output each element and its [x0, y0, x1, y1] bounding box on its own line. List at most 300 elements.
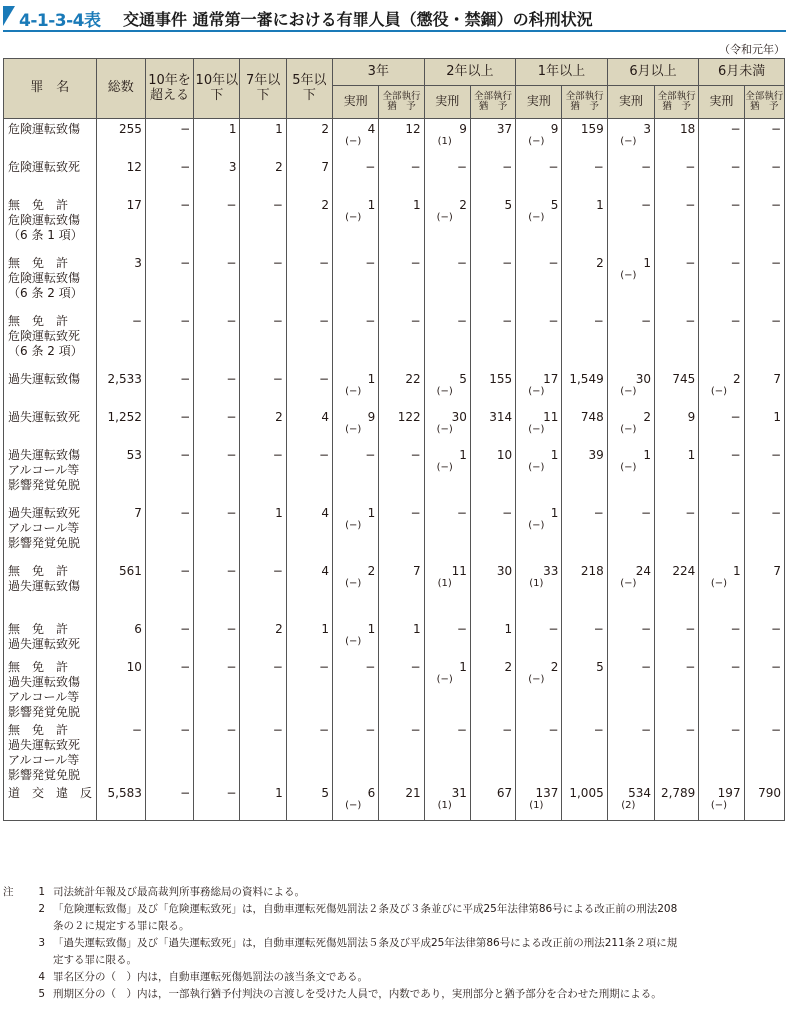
cell-value: 5	[459, 371, 467, 386]
table-cell	[333, 619, 379, 657]
header-suspended: 全部執行猶 予	[562, 86, 607, 119]
table-cell	[240, 407, 286, 445]
cell-partial-suspension: (−)	[345, 211, 362, 223]
table-cell	[194, 720, 240, 783]
table-cell	[379, 445, 424, 503]
cell-value: 1	[504, 621, 513, 636]
cell-value: 1	[275, 505, 283, 520]
header-le5: 5年以下	[286, 59, 332, 119]
cell-value: 1	[412, 621, 421, 636]
table-cell	[379, 157, 424, 195]
table-cell	[96, 311, 145, 369]
cell-value: 314	[489, 409, 513, 424]
cell-value: −	[730, 122, 741, 136]
table-body	[4, 119, 785, 821]
table-cell	[516, 119, 562, 157]
cell-value: 67	[496, 785, 513, 800]
table-header	[4, 59, 785, 119]
table-cell	[145, 445, 193, 503]
cell-value: −	[410, 722, 421, 737]
offense-name-line: 無 免 許	[8, 659, 69, 674]
table-cell	[145, 407, 193, 445]
cell-partial-suspension: (−)	[436, 461, 453, 473]
table-cell	[655, 311, 699, 369]
table-cell	[699, 157, 744, 195]
cell-value: 748	[580, 409, 604, 424]
cell-value: −	[226, 371, 237, 386]
table-row	[4, 195, 785, 253]
note-line	[3, 901, 785, 918]
header-le7: 7年以下	[240, 59, 286, 119]
table-cell	[470, 253, 515, 311]
table-cell	[424, 445, 470, 503]
table-title	[3, 4, 786, 32]
table-cell	[516, 657, 562, 720]
table-cell	[562, 311, 607, 369]
note-number	[19, 952, 53, 969]
cell-value: 2	[459, 197, 467, 212]
note-number: 1	[38, 886, 45, 898]
cell-partial-suspension: (−)	[620, 423, 637, 435]
table-cell	[379, 561, 424, 619]
cell-value: −	[226, 313, 237, 328]
cell-value: 1,005	[569, 785, 604, 800]
cell-value: 9	[459, 122, 467, 136]
cell-value: 21	[405, 785, 421, 800]
table-cell	[286, 311, 332, 369]
offense-name-line: 過失運転致死	[8, 409, 81, 424]
table-cell	[194, 157, 240, 195]
table-cell	[286, 783, 332, 821]
cell-value: −	[365, 447, 376, 462]
table-cell	[194, 783, 240, 821]
table-cell	[470, 407, 515, 445]
note-number: 5	[38, 988, 45, 1000]
table-cell	[194, 311, 240, 369]
table-cell	[562, 619, 607, 657]
cell-value: −	[226, 722, 237, 737]
table-cell	[655, 561, 699, 619]
cell-value: −	[180, 371, 191, 386]
table-cell	[194, 253, 240, 311]
cell-value: 12	[126, 159, 142, 174]
cell-value: 1	[550, 505, 559, 520]
note-head	[3, 918, 19, 935]
cell-value: 1	[550, 447, 559, 462]
cell-value: 197	[717, 785, 741, 800]
note-text: 条の２に規定する罪に限る。	[53, 920, 190, 932]
cell-value: 2	[321, 197, 330, 212]
table-cell	[470, 657, 515, 720]
note-head	[3, 952, 19, 969]
cell-value: 2	[367, 563, 376, 578]
sentencing-table	[3, 58, 785, 821]
table-cell	[194, 407, 240, 445]
table-cell	[744, 253, 784, 311]
offense-name-line: 無 免 許	[8, 722, 69, 737]
cell-value: 1	[773, 409, 781, 424]
cell-value: −	[502, 255, 513, 270]
cell-value: −	[226, 659, 237, 674]
note-head	[3, 969, 19, 986]
table-cell	[145, 561, 193, 619]
cell-value: −	[685, 159, 696, 174]
table-cell	[96, 720, 145, 783]
cell-value: −	[730, 505, 741, 520]
cell-value: −	[685, 621, 696, 636]
cell-value: 1	[596, 197, 604, 212]
table-cell	[424, 157, 470, 195]
cell-value: −	[770, 313, 781, 328]
cell-partial-suspension: (−)	[436, 211, 453, 223]
cell-partial-suspension: (−)	[528, 211, 545, 223]
cell-value: 9	[367, 409, 376, 424]
header-jikkei: 実刑	[424, 86, 470, 119]
cell-partial-suspension: (−)	[345, 519, 362, 531]
table-cell	[655, 407, 699, 445]
cell-value: −	[272, 447, 283, 462]
table-cell	[744, 369, 784, 407]
table-cell	[424, 407, 470, 445]
cell-value: −	[180, 255, 191, 270]
offense-name-line: 過失運転致死	[8, 737, 81, 752]
cell-value: 1	[687, 447, 696, 462]
table-number: 4-1-3-4表	[19, 11, 101, 31]
cell-value: 534	[628, 785, 652, 800]
note-line	[3, 952, 785, 969]
table-cell	[516, 157, 562, 195]
table-cell	[516, 561, 562, 619]
cell-value: −	[272, 255, 283, 270]
cell-value: −	[272, 659, 283, 674]
table-cell	[655, 119, 699, 157]
cell-value: −	[640, 722, 652, 737]
cell-value: −	[730, 621, 741, 636]
table-cell	[194, 369, 240, 407]
table-cell	[96, 783, 145, 821]
table-cell	[333, 253, 379, 311]
cell-value: 2	[321, 122, 330, 136]
table-cell	[194, 119, 240, 157]
cell-value: −	[456, 505, 467, 520]
table-cell	[333, 783, 379, 821]
cell-partial-suspension: (−)	[620, 461, 637, 473]
table-cell	[562, 369, 607, 407]
cell-value: −	[318, 447, 330, 462]
table-cell	[470, 195, 515, 253]
cell-value: 1	[275, 122, 283, 136]
cell-partial-suspension: (−)	[620, 385, 637, 397]
cell-value: −	[318, 313, 330, 328]
table-cell	[562, 253, 607, 311]
cell-value: 1	[275, 785, 283, 800]
cell-value: −	[730, 409, 741, 424]
cell-partial-suspension: (−)	[345, 577, 362, 589]
table-cell	[699, 369, 744, 407]
cell-value: −	[685, 255, 696, 270]
cell-value: 2	[550, 659, 559, 674]
table-cell	[744, 445, 784, 503]
offense-name	[4, 311, 97, 369]
cell-value: 5	[596, 659, 604, 674]
table-cell	[286, 503, 332, 561]
table-cell	[562, 407, 607, 445]
cell-value: 1	[367, 197, 376, 212]
header-group-3y: 3年	[333, 59, 425, 86]
cell-value: −	[548, 621, 559, 636]
cell-value: −	[131, 313, 142, 328]
table-cell	[744, 195, 784, 253]
table-cell	[333, 561, 379, 619]
cell-value: −	[272, 371, 283, 386]
header-jikkei: 実刑	[699, 86, 744, 119]
table-cell	[424, 253, 470, 311]
table-cell	[240, 619, 286, 657]
table-row	[4, 157, 785, 195]
table-cell	[744, 119, 784, 157]
table-row	[4, 783, 785, 821]
cell-value: −	[502, 722, 513, 737]
table-cell	[562, 157, 607, 195]
note-line	[3, 935, 785, 952]
cell-value: 122	[397, 409, 421, 424]
table-cell	[607, 369, 654, 407]
table-cell	[145, 157, 193, 195]
cell-value: 6	[367, 785, 376, 800]
cell-value: −	[730, 313, 741, 328]
note-number	[19, 918, 53, 935]
offense-name	[4, 369, 97, 407]
cell-value: −	[593, 313, 604, 328]
cell-value: −	[180, 447, 191, 462]
cell-value: 7	[773, 563, 781, 578]
table-cell	[607, 407, 654, 445]
cell-value: 1	[367, 505, 376, 520]
cell-value: 22	[405, 371, 421, 386]
offense-name-line: 無 免 許	[8, 621, 69, 636]
cell-value: −	[640, 505, 652, 520]
header-name: 罪 名	[4, 59, 97, 119]
cell-value: 39	[588, 447, 604, 462]
table-cell	[699, 195, 744, 253]
cell-value: 2	[596, 255, 604, 270]
table-cell	[424, 311, 470, 369]
cell-partial-suspension: (−)	[345, 799, 362, 811]
table-cell	[145, 503, 193, 561]
cell-value: 1	[459, 659, 467, 674]
note-text: 刑期区分の（ ）内は，一部執行猶予付判決の言渡しを受けた人員で，内数であり，実刑部分と猶予部分を合わせた刑期による。	[53, 988, 662, 1000]
table-cell	[379, 369, 424, 407]
cell-value: 5	[321, 785, 330, 800]
table-cell	[607, 720, 654, 783]
table-cell	[699, 407, 744, 445]
cell-value: 1	[228, 122, 237, 136]
note-line	[3, 884, 785, 901]
table-cell	[607, 561, 654, 619]
cell-value: −	[272, 197, 283, 212]
cell-value: −	[318, 371, 330, 386]
table-cell	[516, 369, 562, 407]
cell-value: −	[410, 505, 421, 520]
table-row	[4, 720, 785, 783]
table-cell	[333, 119, 379, 157]
offense-name-line: 過失運転致傷	[8, 371, 81, 386]
table-cell	[699, 445, 744, 503]
table-cell	[379, 119, 424, 157]
cell-partial-suspension: (2)	[621, 799, 636, 811]
cell-value: −	[180, 159, 191, 174]
table-cell	[240, 369, 286, 407]
cell-value: −	[770, 159, 781, 174]
table-cell	[96, 561, 145, 619]
table-cell	[240, 783, 286, 821]
table-cell	[286, 119, 332, 157]
offense-name	[4, 407, 97, 445]
cell-partial-suspension: (−)	[345, 635, 362, 647]
table-cell	[699, 657, 744, 720]
cell-value: −	[318, 659, 330, 674]
table-cell	[516, 445, 562, 503]
era-note: （令和元年）	[719, 43, 785, 56]
cell-value: 10	[126, 659, 142, 674]
header-le10: 10年以下	[194, 59, 240, 119]
table-cell	[194, 657, 240, 720]
table-cell	[699, 311, 744, 369]
header-group-1y: 1年以上	[516, 59, 608, 86]
cell-value: −	[410, 255, 421, 270]
offense-name-line: （6 条 2 項）	[8, 285, 83, 300]
table-cell	[333, 657, 379, 720]
note-line	[3, 918, 785, 935]
offense-name	[4, 619, 97, 657]
cell-value: −	[730, 447, 741, 462]
table-cell	[240, 720, 286, 783]
cell-value: 2	[504, 659, 513, 674]
cell-value: −	[685, 505, 696, 520]
table-cell	[470, 561, 515, 619]
notes	[3, 884, 785, 1003]
offense-name-line: アルコール等	[8, 752, 80, 767]
offense-name-line: 危険運転致死	[8, 328, 81, 343]
cell-value: 10	[496, 447, 513, 462]
table-cell	[562, 195, 607, 253]
table-cell	[240, 195, 286, 253]
table-cell	[194, 503, 240, 561]
offense-name-line: アルコール等	[8, 520, 80, 535]
table-cell	[145, 720, 193, 783]
offense-name	[4, 253, 97, 311]
table-cell	[424, 561, 470, 619]
table-cell	[516, 720, 562, 783]
table-cell	[379, 195, 424, 253]
offense-name	[4, 783, 97, 821]
table-cell	[194, 561, 240, 619]
cell-value: −	[180, 197, 191, 212]
table-cell	[286, 445, 332, 503]
table-cell	[145, 195, 193, 253]
note-text: 定する罪に限る。	[53, 954, 137, 966]
table-cell	[607, 445, 654, 503]
cell-value: 30	[496, 563, 513, 578]
table-cell	[286, 195, 332, 253]
table-cell	[744, 311, 784, 369]
table-cell	[744, 157, 784, 195]
table-row	[4, 407, 785, 445]
cell-value: 1	[367, 621, 376, 636]
cell-partial-suspension: (−)	[528, 423, 545, 435]
cell-value: −	[456, 255, 467, 270]
cell-value: −	[226, 505, 237, 520]
offense-name-line: 影響発覚免脱	[8, 535, 81, 550]
offense-name	[4, 503, 97, 561]
header-jikkei: 実刑	[333, 86, 379, 119]
table-cell	[699, 619, 744, 657]
table-cell	[607, 503, 654, 561]
cell-partial-suspension: (−)	[528, 673, 545, 685]
cell-value: −	[226, 197, 237, 212]
cell-value: −	[770, 505, 781, 520]
cell-value: 2	[275, 621, 283, 636]
note-line	[3, 969, 785, 986]
table-title-text: 交通事件 通常第一審における有罪人員（懲役・禁錮）の科刑状況	[123, 10, 593, 29]
note-text: 「危険運転致傷」及び「危険運転致死」は，自動車運転死傷処罰法２条及び３条並びに平成25年法律第86号による改正前の刑法208	[53, 903, 678, 915]
table-cell	[286, 369, 332, 407]
cell-value: 7	[773, 371, 781, 386]
table-cell	[655, 619, 699, 657]
table-cell	[96, 253, 145, 311]
note-text: 罪名区分の（ ）内は，自動車運転死傷処罰法の該当条文である。	[53, 971, 368, 983]
offense-name-line: 危険運転致死	[8, 159, 81, 174]
table-cell	[240, 561, 286, 619]
cell-partial-suspension: (−)	[710, 577, 728, 589]
cell-value: 159	[580, 122, 604, 136]
cell-value: −	[730, 722, 741, 737]
table-cell	[516, 407, 562, 445]
table-cell	[562, 445, 607, 503]
cell-value: 11	[451, 563, 467, 578]
note-head	[3, 986, 19, 1003]
table-cell	[96, 369, 145, 407]
cell-value: −	[456, 621, 467, 636]
cell-value: 33	[543, 563, 559, 578]
offense-name-line: アルコール等	[8, 462, 80, 477]
cell-value: −	[770, 621, 781, 636]
cell-value: 24	[635, 563, 652, 578]
cell-partial-suspension: (−)	[710, 799, 728, 811]
table-cell	[699, 720, 744, 783]
cell-partial-suspension: (−)	[528, 385, 545, 397]
cell-value: −	[365, 722, 376, 737]
cell-value: 18	[680, 122, 696, 136]
header-group-2y: 2年以上	[424, 59, 516, 86]
table-cell	[516, 253, 562, 311]
cell-value: 1	[732, 563, 741, 578]
header-group-6m: 6月以上	[607, 59, 699, 86]
table-cell	[145, 619, 193, 657]
table-cell	[145, 657, 193, 720]
offense-name	[4, 195, 97, 253]
offense-name-line: 危険運転致傷	[8, 122, 81, 136]
table-cell	[655, 783, 699, 821]
cell-value: 3	[134, 255, 142, 270]
table-cell	[424, 119, 470, 157]
cell-value: −	[685, 722, 696, 737]
cell-value: −	[180, 659, 191, 674]
table-row	[4, 503, 785, 561]
table-cell	[562, 657, 607, 720]
header-jikkei: 実刑	[607, 86, 654, 119]
table-cell	[333, 157, 379, 195]
